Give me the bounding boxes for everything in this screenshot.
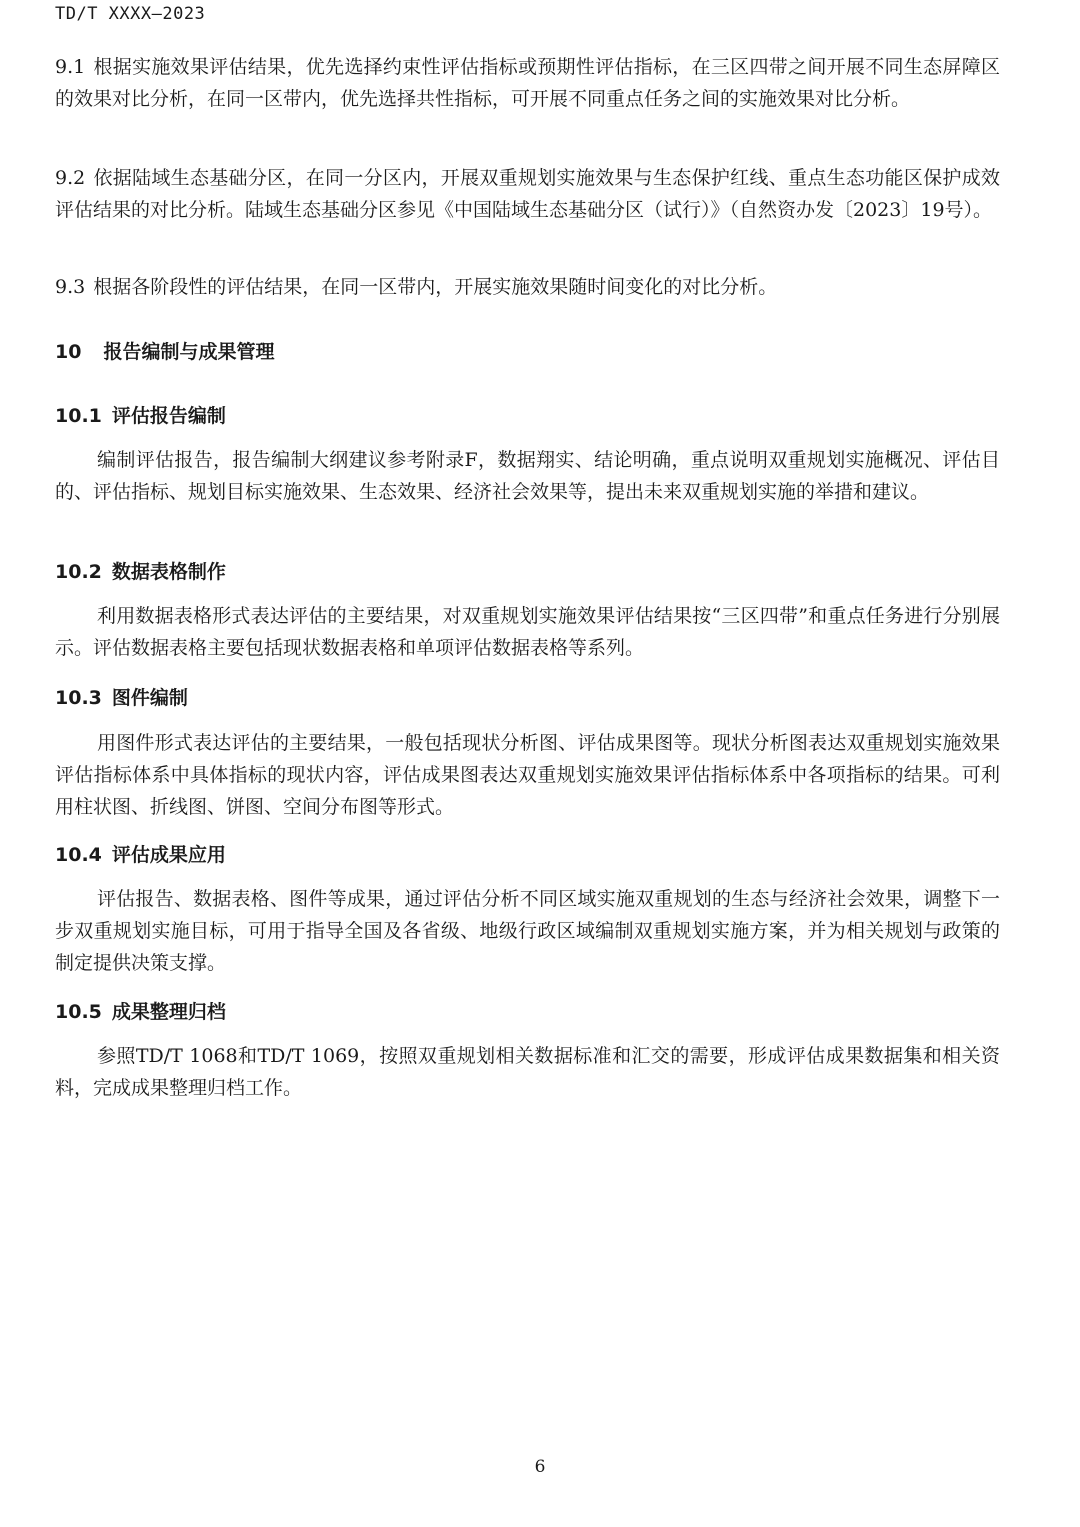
subsection-number: 10.3	[55, 687, 102, 709]
clause-text: 依据陆域生态基础分区，在同一分区内，开展双重规划实施效果与生态保护红线、重点生态功能区保护成效评估结果的对比分析。陆域生态基础分区参见《中国陆域生态基础分区（试行）》（自然资办发〔2023〕19号）。	[55, 167, 1000, 221]
clause-text: 根据实施效果评估结果，优先选择约束性评估指标或预期性评估指标，在三区四带之间开展不同生态屏障区的效果对比分析，在同一区带内，优先选择共性指标，可开展不同重点任务之间的实施效果对比分析。	[55, 56, 1000, 110]
subsection-10-5-body: 参照TD/T 1068和TD/T 1069，按照双重规划相关数据标准和汇交的需要，形成评估成果数据集和相关资料，完成成果整理归档工作。	[55, 1045, 1000, 1099]
subsection-10-2-body: 利用数据表格形式表达评估的主要结果，对双重规划实施效果评估结果按“三区四带”和重点任务进行分别展示。评估数据表格主要包括现状数据表格和单项评估数据表格等系列。	[55, 605, 1000, 659]
section-number: 10	[55, 341, 82, 363]
subsection-title: 评估成果应用	[111, 844, 226, 866]
document-header-code: TD/T XXXX—2023	[55, 4, 206, 24]
clause-9-3	[55, 271, 1000, 303]
section-10-heading	[55, 337, 274, 364]
subsection-title: 成果整理归档	[111, 1001, 226, 1023]
subsection-number: 10.5	[55, 1001, 102, 1023]
subsection-10-1-body: 编制评估报告，报告编制大纲建议参考附录F，数据翔实、结论明确，重点说明双重规划实施概况、评估目的、评估指标、规划目标实施效果、生态效果、经济社会效果等，提出未来双重规划实施的举措和建议。	[55, 449, 1000, 503]
subsection-number: 10.1	[55, 405, 102, 427]
subsection-10-5-heading	[55, 997, 226, 1024]
subsection-title: 评估报告编制	[111, 405, 226, 427]
subsection-10-4-heading	[55, 840, 226, 867]
subsection-title: 数据表格制作	[111, 561, 226, 583]
clause-9-1	[55, 51, 1000, 115]
section-title: 报告编制与成果管理	[103, 341, 275, 363]
subsection-title: 图件编制	[111, 687, 188, 709]
page-number: 6	[534, 1457, 546, 1477]
clause-number: 9.3	[55, 276, 86, 298]
subsection-number: 10.2	[55, 561, 102, 583]
clause-number: 9.1	[55, 56, 86, 78]
clause-text: 根据各阶段性的评估结果，在同一区带内，开展实施效果随时间变化的对比分析。	[93, 276, 778, 298]
clause-9-2	[55, 162, 1000, 226]
clause-number: 9.2	[55, 167, 86, 189]
subsection-10-3-body: 用图件形式表达评估的主要结果，一般包括现状分析图、评估成果图等。现状分析图表达双重规划实施效果评估指标体系中具体指标的现状内容，评估成果图表达双重规划实施效果评估指标体系中各项指标的结果。可利用柱状图、折线图、饼图、空间分布图等形式。	[55, 732, 1000, 818]
subsection-10-1-heading	[55, 401, 226, 428]
subsection-10-3-heading	[55, 683, 188, 710]
subsection-number: 10.4	[55, 844, 102, 866]
subsection-10-4-body: 评估报告、数据表格、图件等成果，通过评估分析不同区域实施双重规划的生态与经济社会效果，调整下一步双重规划实施目标，可用于指导全国及各省级、地级行政区域编制双重规划实施方案，并为相关规划与政策的制定提供决策支撑。	[55, 888, 1000, 974]
subsection-10-2-heading	[55, 557, 226, 584]
